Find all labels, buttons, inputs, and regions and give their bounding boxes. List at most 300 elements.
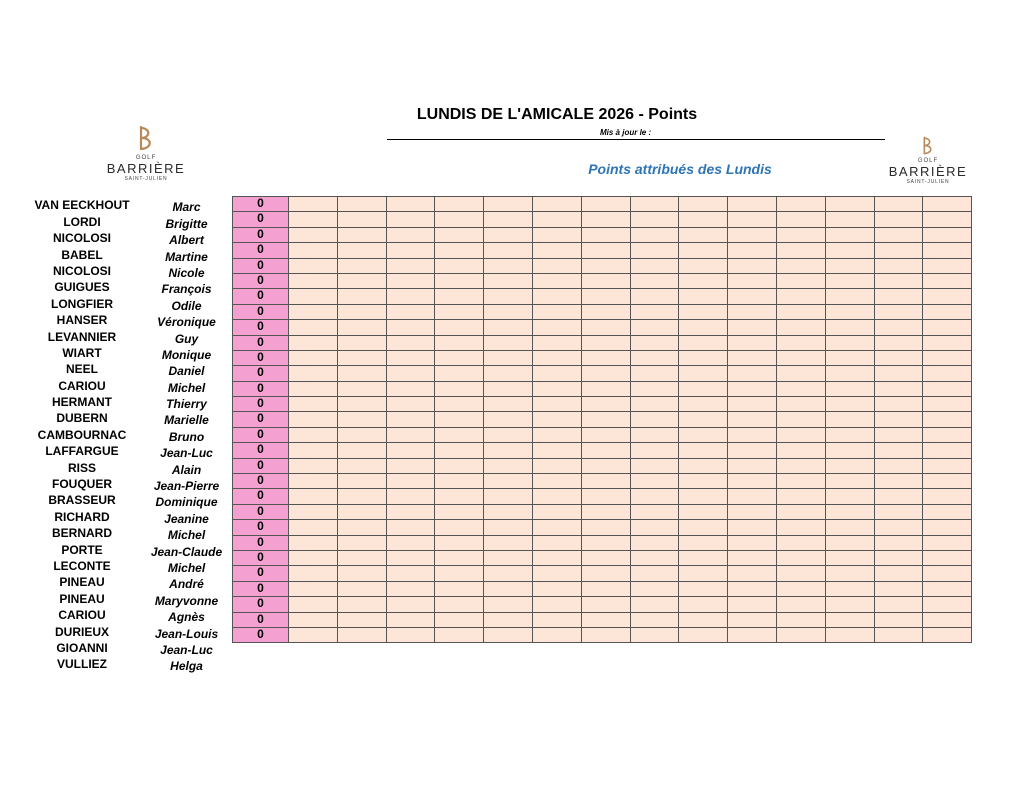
player-row: [25, 262, 235, 278]
monday-points-cell: [581, 627, 630, 642]
monday-points-cell: [289, 350, 338, 365]
monday-points-cell: [776, 566, 825, 581]
monday-points-cell: [728, 243, 777, 258]
monday-points-cell: [386, 381, 435, 396]
total-points-cell: 0: [233, 474, 289, 489]
monday-points-cell: [532, 458, 581, 473]
monday-points-cell: [679, 627, 728, 642]
player-surname: HANSER: [56, 313, 108, 328]
title-divider: [387, 139, 885, 140]
monday-points-cell: [923, 366, 972, 381]
monday-points-cell: [484, 535, 533, 550]
player-surname: BABEL: [61, 247, 103, 262]
monday-points-cell: [874, 320, 923, 335]
monday-points-cell: [289, 504, 338, 519]
table-row: [233, 627, 972, 642]
total-points-cell: 0: [233, 397, 289, 412]
monday-points-cell: [923, 581, 972, 596]
player-surname: HERMANT: [52, 395, 112, 410]
monday-points-cell: [435, 381, 484, 396]
table-row: [233, 443, 972, 458]
monday-points-cell: [532, 597, 581, 612]
monday-points-cell: [484, 304, 533, 319]
monday-points-cell: [386, 535, 435, 550]
player-surname: VULLIEZ: [57, 657, 107, 672]
monday-points-cell: [728, 474, 777, 489]
monday-points-cell: [728, 489, 777, 504]
monday-points-cell: [337, 381, 386, 396]
table-row: [233, 289, 972, 304]
monday-points-cell: [874, 289, 923, 304]
monday-points-cell: [484, 227, 533, 242]
table-row: [233, 320, 972, 335]
total-points-cell: 0: [233, 335, 289, 350]
monday-points-cell: [337, 243, 386, 258]
table-row: [233, 535, 972, 550]
monday-points-cell: [532, 550, 581, 565]
table-row: [233, 273, 972, 288]
player-row: [25, 507, 235, 526]
monday-points-cell: [825, 381, 874, 396]
monday-points-cell: [630, 489, 679, 504]
player-surname: RICHARD: [54, 509, 110, 524]
monday-points-cell: [581, 612, 630, 627]
monday-points-cell: [289, 443, 338, 458]
monday-points-cell: [874, 273, 923, 288]
monday-points-cell: [825, 566, 874, 581]
player-row: [25, 376, 235, 395]
monday-points-cell: [386, 212, 435, 227]
player-firstname: Alain: [171, 462, 202, 477]
monday-points-cell: [289, 566, 338, 581]
monday-points-cell: [386, 397, 435, 412]
monday-points-cell: [923, 489, 972, 504]
monday-points-cell: [874, 227, 923, 242]
monday-points-cell: [337, 412, 386, 427]
barriere-b-monogram-icon: [919, 136, 937, 158]
monday-points-cell: [289, 243, 338, 258]
monday-points-cell: [776, 350, 825, 365]
total-points-cell: 0: [233, 289, 289, 304]
player-row: [25, 278, 235, 297]
monday-points-cell: [289, 258, 338, 273]
monday-points-cell: [484, 335, 533, 350]
monday-points-cell: [484, 273, 533, 288]
monday-points-cell: [484, 489, 533, 504]
player-surname: LAFFARGUE: [45, 444, 119, 459]
monday-points-cell: [532, 581, 581, 596]
monday-points-cell: [581, 381, 630, 396]
player-firstname: François: [161, 282, 212, 297]
monday-points-cell: [923, 243, 972, 258]
monday-points-cell: [532, 320, 581, 335]
player-firstname: Véronique: [157, 315, 216, 330]
monday-points-cell: [386, 504, 435, 519]
monday-points-cell: [923, 197, 972, 212]
monday-points-cell: [776, 597, 825, 612]
monday-points-cell: [289, 520, 338, 535]
monday-points-cell: [874, 612, 923, 627]
player-row: [25, 393, 235, 412]
monday-points-cell: [630, 304, 679, 319]
monday-points-cell: [825, 612, 874, 627]
monday-points-cell: [679, 366, 728, 381]
monday-points-cell: [630, 197, 679, 212]
monday-points-cell: [484, 320, 533, 335]
monday-points-cell: [825, 504, 874, 519]
monday-points-cell: [776, 212, 825, 227]
total-points-cell: 0: [233, 489, 289, 504]
player-row: [25, 589, 235, 608]
monday-points-cell: [435, 258, 484, 273]
player-row: [25, 294, 235, 313]
monday-points-cell: [289, 458, 338, 473]
monday-points-cell: [532, 443, 581, 458]
monday-points-cell: [337, 335, 386, 350]
monday-points-cell: [532, 381, 581, 396]
monday-points-cell: [776, 381, 825, 396]
player-row: [25, 458, 235, 477]
monday-points-cell: [581, 474, 630, 489]
monday-points-cell: [825, 227, 874, 242]
monday-points-cell: [923, 550, 972, 565]
monday-points-cell: [825, 320, 874, 335]
monday-points-cell: [289, 474, 338, 489]
monday-points-cell: [386, 227, 435, 242]
monday-points-cell: [581, 520, 630, 535]
player-firstname: Martine: [165, 249, 208, 264]
table-row: [233, 258, 972, 273]
monday-points-cell: [581, 258, 630, 273]
player-surname: CAMBOURNAC: [37, 427, 127, 442]
monday-points-cell: [679, 504, 728, 519]
monday-points-cell: [484, 258, 533, 273]
monday-points-cell: [874, 212, 923, 227]
monday-points-cell: [630, 612, 679, 627]
monday-points-cell: [923, 443, 972, 458]
monday-points-cell: [289, 227, 338, 242]
monday-points-cell: [776, 550, 825, 565]
monday-points-cell: [923, 627, 972, 642]
player-firstname: Brigitte: [165, 216, 208, 231]
player-firstname: Jean-Pierre: [153, 479, 220, 494]
player-row: [25, 524, 235, 543]
monday-points-cell: [679, 550, 728, 565]
player-firstname: Nicole: [168, 265, 205, 280]
player-firstname: Monique: [161, 347, 212, 362]
monday-points-cell: [679, 350, 728, 365]
total-points-cell: 0: [233, 427, 289, 442]
monday-points-cell: [825, 273, 874, 288]
player-row: [25, 229, 235, 248]
monday-points-cell: [435, 474, 484, 489]
monday-points-cell: [923, 504, 972, 519]
player-firstname: Jeanine: [164, 511, 209, 526]
monday-points-cell: [484, 474, 533, 489]
monday-points-cell: [532, 243, 581, 258]
table-row: [233, 304, 972, 319]
monday-points-cell: [337, 535, 386, 550]
monday-points-cell: [630, 320, 679, 335]
table-row: [233, 350, 972, 365]
monday-points-cell: [728, 289, 777, 304]
monday-points-cell: [923, 474, 972, 489]
monday-points-cell: [630, 443, 679, 458]
monday-points-cell: [728, 212, 777, 227]
monday-points-cell: [923, 566, 972, 581]
total-points-cell: 0: [233, 597, 289, 612]
monday-points-cell: [386, 412, 435, 427]
player-surname: LORDI: [63, 214, 101, 229]
player-row: [25, 491, 235, 510]
monday-points-cell: [923, 320, 972, 335]
monday-points-cell: [581, 427, 630, 442]
monday-points-cell: [386, 304, 435, 319]
monday-points-cell: [923, 350, 972, 365]
monday-points-cell: [484, 397, 533, 412]
monday-points-cell: [728, 566, 777, 581]
monday-points-cell: [337, 197, 386, 212]
table-row: [233, 550, 972, 565]
total-points-cell: 0: [233, 504, 289, 519]
monday-points-cell: [776, 504, 825, 519]
monday-points-cell: [630, 458, 679, 473]
monday-points-cell: [630, 227, 679, 242]
monday-points-cell: [337, 366, 386, 381]
monday-points-cell: [776, 258, 825, 273]
total-points-cell: 0: [233, 320, 289, 335]
monday-points-cell: [532, 535, 581, 550]
monday-points-cell: [435, 597, 484, 612]
monday-points-cell: [581, 535, 630, 550]
monday-points-cell: [923, 535, 972, 550]
monday-points-cell: [874, 504, 923, 519]
monday-points-cell: [679, 335, 728, 350]
monday-points-cell: [776, 489, 825, 504]
monday-points-cell: [874, 335, 923, 350]
monday-points-cell: [386, 320, 435, 335]
monday-points-cell: [874, 520, 923, 535]
monday-points-cell: [289, 581, 338, 596]
monday-points-cell: [435, 520, 484, 535]
monday-points-cell: [825, 304, 874, 319]
monday-points-cell: [337, 612, 386, 627]
table-row: [233, 489, 972, 504]
monday-points-cell: [337, 627, 386, 642]
monday-points-cell: [679, 443, 728, 458]
monday-points-cell: [825, 535, 874, 550]
monday-points-cell: [630, 381, 679, 396]
golf-barriere-logo-left: [101, 125, 191, 182]
player-firstname: Marc: [172, 200, 201, 215]
page-title: LUNDIS DE L'AMICALE 2026 - Points: [416, 106, 698, 123]
monday-points-cell: [337, 504, 386, 519]
monday-points-cell: [532, 212, 581, 227]
monday-points-cell: [289, 489, 338, 504]
monday-points-cell: [435, 443, 484, 458]
monday-points-cell: [825, 197, 874, 212]
table-row: [233, 381, 972, 396]
monday-points-cell: [874, 381, 923, 396]
monday-points-cell: [532, 612, 581, 627]
monday-points-cell: [484, 504, 533, 519]
monday-points-cell: [386, 520, 435, 535]
monday-points-cell: [630, 212, 679, 227]
monday-points-cell: [386, 197, 435, 212]
monday-points-cell: [776, 397, 825, 412]
monday-points-cell: [825, 474, 874, 489]
monday-points-cell: [923, 227, 972, 242]
player-surname: NICOLOSI: [52, 263, 111, 278]
monday-points-cell: [679, 474, 728, 489]
monday-points-cell: [289, 381, 338, 396]
monday-points-cell: [532, 350, 581, 365]
total-points-cell: 0: [233, 550, 289, 565]
player-surname: PINEAU: [59, 575, 105, 590]
monday-points-cell: [825, 289, 874, 304]
monday-points-cell: [337, 273, 386, 288]
monday-points-cell: [484, 581, 533, 596]
monday-points-cell: [679, 227, 728, 242]
player-row: [25, 409, 235, 428]
player-surname: LECONTE: [53, 558, 111, 573]
points-grid: [232, 196, 972, 643]
monday-points-cell: [728, 381, 777, 396]
monday-points-cell: [289, 197, 338, 212]
monday-points-cell: [679, 581, 728, 596]
monday-points-cell: [289, 397, 338, 412]
total-points-cell: 0: [233, 212, 289, 227]
monday-points-cell: [386, 627, 435, 642]
monday-points-cell: [435, 581, 484, 596]
player-surname: VAN EECKHOUT: [34, 198, 130, 213]
monday-points-cell: [776, 335, 825, 350]
monday-points-cell: [825, 443, 874, 458]
monday-points-cell: [825, 550, 874, 565]
monday-points-cell: [532, 227, 581, 242]
monday-points-cell: [679, 304, 728, 319]
player-surname: PORTE: [61, 542, 103, 557]
monday-points-cell: [630, 412, 679, 427]
monday-points-cell: [337, 304, 386, 319]
monday-points-cell: [923, 520, 972, 535]
monday-points-cell: [581, 350, 630, 365]
player-firstname: Michel: [167, 380, 206, 395]
player-name-list: [25, 196, 235, 674]
total-points-cell: 0: [233, 258, 289, 273]
monday-points-cell: [679, 320, 728, 335]
monday-points-cell: [825, 520, 874, 535]
monday-points-cell: [679, 597, 728, 612]
monday-points-cell: [679, 458, 728, 473]
monday-points-cell: [435, 504, 484, 519]
table-row: [233, 197, 972, 212]
monday-points-cell: [825, 350, 874, 365]
logo-place-text: SAINT-JULIEN: [906, 179, 950, 185]
player-firstname: Jean-Luc: [160, 446, 213, 461]
player-surname: BERNARD: [52, 526, 112, 541]
monday-points-cell: [679, 212, 728, 227]
total-points-cell: 0: [233, 197, 289, 212]
player-firstname: Dominique: [155, 495, 218, 510]
player-row: [25, 606, 235, 625]
monday-points-cell: [776, 458, 825, 473]
monday-points-cell: [874, 489, 923, 504]
monday-points-cell: [337, 489, 386, 504]
monday-points-cell: [337, 581, 386, 596]
monday-points-cell: [776, 581, 825, 596]
player-row: [25, 557, 235, 573]
monday-points-cell: [532, 289, 581, 304]
monday-points-cell: [289, 273, 338, 288]
monday-points-cell: [728, 366, 777, 381]
total-points-cell: 0: [233, 566, 289, 581]
monday-points-cell: [874, 443, 923, 458]
monday-points-cell: [728, 350, 777, 365]
monday-points-cell: [728, 320, 777, 335]
monday-points-cell: [435, 289, 484, 304]
player-row: [25, 622, 235, 641]
monday-points-cell: [923, 304, 972, 319]
monday-points-cell: [630, 474, 679, 489]
total-points-cell: 0: [233, 581, 289, 596]
total-points-cell: 0: [233, 227, 289, 242]
monday-points-cell: [386, 566, 435, 581]
monday-points-cell: [581, 366, 630, 381]
monday-points-cell: [581, 597, 630, 612]
monday-points-cell: [776, 627, 825, 642]
monday-points-cell: [874, 566, 923, 581]
table-row: [233, 474, 972, 489]
player-surname: NICOLOSI: [52, 231, 111, 246]
updated-label: Mis à jour le :: [600, 128, 652, 137]
player-surname: LONGFIER: [51, 296, 113, 311]
player-row: [25, 327, 235, 346]
monday-points-cell: [289, 612, 338, 627]
monday-points-cell: [728, 197, 777, 212]
monday-points-cell: [532, 520, 581, 535]
monday-points-cell: [728, 597, 777, 612]
monday-points-cell: [923, 612, 972, 627]
monday-points-cell: [484, 627, 533, 642]
monday-points-cell: [581, 443, 630, 458]
monday-points-cell: [679, 273, 728, 288]
table-row: [233, 412, 972, 427]
monday-points-cell: [825, 397, 874, 412]
monday-points-cell: [923, 258, 972, 273]
monday-points-cell: [581, 197, 630, 212]
monday-points-cell: [337, 350, 386, 365]
monday-points-cell: [776, 197, 825, 212]
total-points-cell: 0: [233, 381, 289, 396]
monday-points-cell: [581, 397, 630, 412]
monday-points-cell: [874, 366, 923, 381]
monday-points-cell: [923, 397, 972, 412]
monday-points-cell: [484, 243, 533, 258]
monday-points-cell: [386, 258, 435, 273]
monday-points-cell: [386, 335, 435, 350]
player-surname: BRASSEUR: [48, 493, 116, 508]
monday-points-cell: [289, 335, 338, 350]
monday-points-cell: [435, 489, 484, 504]
player-firstname: Bruno: [168, 429, 205, 444]
monday-points-cell: [581, 566, 630, 581]
monday-points-cell: [386, 458, 435, 473]
monday-points-cell: [923, 273, 972, 288]
monday-points-cell: [728, 535, 777, 550]
monday-points-cell: [289, 627, 338, 642]
monday-points-cell: [435, 273, 484, 288]
